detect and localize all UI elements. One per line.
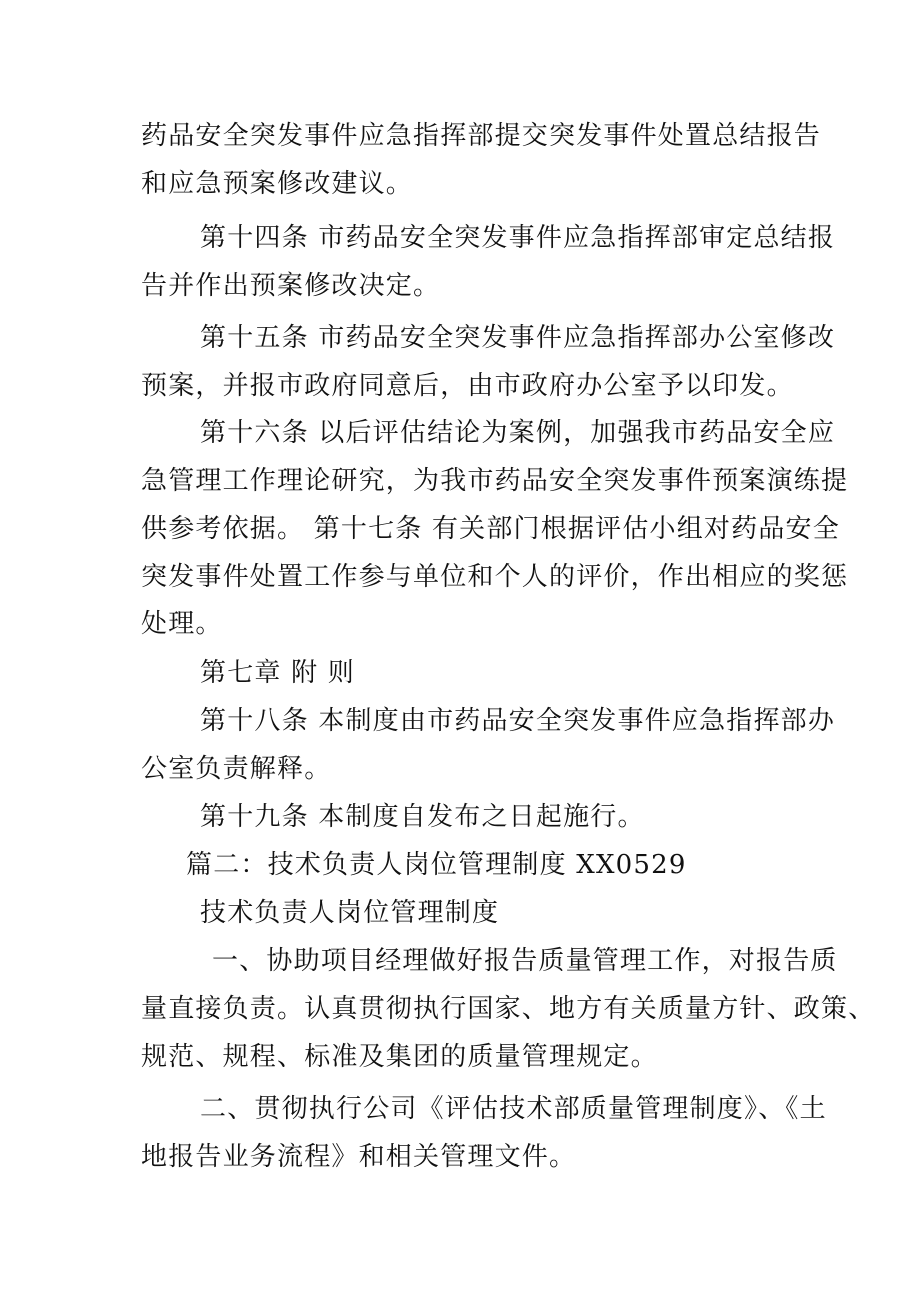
text-line-20: 规范、规程、标准及集团的质量管理规定。 (141, 1042, 658, 1072)
text-line-11: 处理。 (141, 609, 223, 639)
text-line-1: 药品安全突发事件应急指挥部提交突发事件处置总结报告 (141, 121, 822, 151)
text-line-4: 告并作出预案修改决定。 (141, 271, 441, 301)
text-line-14: 公室负责解释。 (141, 754, 332, 784)
section-title: 技术负责人岗位管理制度 (200, 898, 500, 928)
text-line-6: 预案，并报市政府同意后，由市政府办公室予以印发。 (141, 371, 794, 401)
text-line-19: 量直接负责。认真贯彻执行国家、地方有关质量方针、政策、 (141, 994, 876, 1024)
text-line-18: 一、协助项目经理做好报告质量管理工作，对报告质 (212, 946, 838, 976)
text-line-2: 和应急预案修改建议。 (141, 169, 414, 199)
text-line-13: 第十八条 本制度由市药品安全突发事件应急指挥部办 (200, 706, 836, 736)
text-line-7: 第十六条 以后评估结论为案例，加强我市药品安全应 (200, 418, 836, 448)
chapter-heading: 第七章 附 则 (200, 658, 355, 688)
text-line-15: 第十九条 本制度自发布之日起施行。 (200, 802, 645, 832)
text-line-21: 二、贯彻执行公司《评估技术部质量管理制度》、《土 (200, 1094, 827, 1124)
text-line-5: 第十五条 市药品安全突发事件应急指挥部办公室修改 (200, 323, 836, 353)
text-line-10: 突发事件处置工作参与单位和个人的评价，作出相应的奖惩 (141, 562, 849, 592)
text-line-3: 第十四条 市药品安全突发事件应急指挥部审定总结报 (200, 223, 836, 253)
text-line-8: 急管理工作理论研究，为我市药品安全突发事件预案演练提 (141, 466, 849, 496)
section-heading: 篇二：技术负责人岗位管理制度 XX0529 (186, 850, 687, 880)
text-line-22: 地报告业务流程》和相关管理文件。 (141, 1142, 577, 1172)
text-line-9: 供参考依据。 第十七条 有关部门根据评估小组对药品安全 (141, 514, 840, 544)
